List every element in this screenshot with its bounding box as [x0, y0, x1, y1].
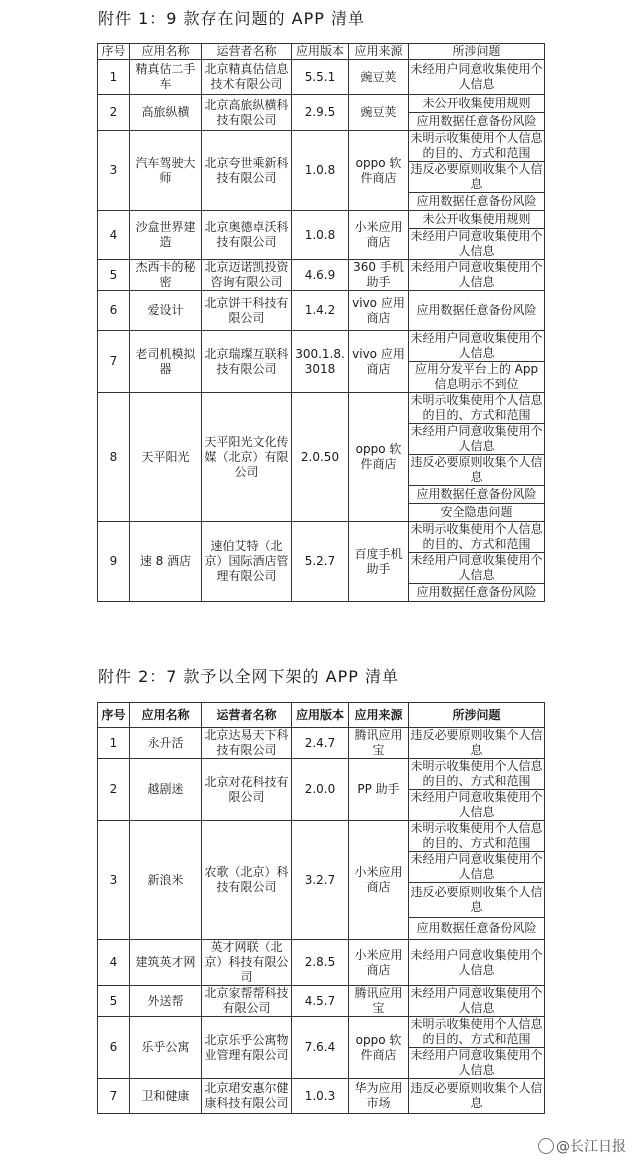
cell-version: 1.0.3 — [292, 1079, 349, 1114]
cell-app-name: 老司机模拟器 — [130, 331, 202, 393]
cell-issue: 违反必要原则收集个人信息 — [410, 455, 543, 484]
cell-no: 5 — [98, 986, 130, 1017]
cell-no: 1 — [98, 60, 130, 95]
cell-no: 3 — [98, 131, 130, 211]
cell-no: 6 — [98, 291, 130, 331]
cell-operator: 北京瑞璨互联科技有限公司 — [202, 331, 292, 393]
cell-version: 2.9.5 — [292, 95, 349, 131]
cell-operator: 天平阳光文化传媒（北京）有限公司 — [202, 393, 292, 522]
cell-app-name: 汽车驾驶大师 — [130, 131, 202, 211]
cell-operator: 北京饼干科技有限公司 — [202, 291, 292, 331]
cell-source: 360 手机助手 — [349, 260, 409, 291]
header-no: 序号 — [98, 44, 130, 60]
cell-app-name: 新浪米 — [130, 821, 202, 940]
cell-app-name: 杰西卡的秘密 — [130, 260, 202, 291]
cell-operator: 北京高旅纵横科技有限公司 — [202, 95, 292, 131]
cell-app-name: 爱设计 — [130, 291, 202, 331]
cell-app-name: 永升活 — [130, 728, 202, 759]
cell-issue: 安全隐患问题 — [409, 504, 545, 522]
cell-source: oppo 软件商店 — [349, 393, 409, 522]
cell-version: 2.8.5 — [292, 940, 349, 986]
table-row — [98, 1017, 545, 1048]
header-app-name: 应用名称 — [130, 703, 202, 728]
cell-app-name: 精真估二手车 — [130, 60, 202, 95]
cell-issue: 违反必要原则收集个人信息 — [409, 883, 545, 918]
header-no: 序号 — [98, 703, 130, 728]
table-row — [98, 95, 545, 113]
cell-issue: 未经用户同意收集使用个人信息 — [409, 60, 545, 95]
cell-app-name: 高旅纵横 — [130, 95, 202, 131]
table-row — [98, 331, 545, 362]
annex1-table — [97, 43, 545, 602]
table-row — [98, 1079, 545, 1114]
cell-issue: 未公开收集使用规则 — [409, 211, 545, 229]
cell-no: 4 — [98, 211, 130, 260]
cell-no: 8 — [98, 393, 130, 522]
cell-source: 百度手机助手 — [349, 522, 409, 602]
cell-no: 2 — [98, 759, 130, 821]
cell-operator: 北京达易天下科技有限公司 — [202, 728, 292, 759]
cell-source: 腾讯应用宝 — [349, 986, 409, 1017]
cell-issue: 未明示收集使用个人信息的目的、方式和范围 — [410, 393, 543, 422]
cell-issue: 未明示收集使用个人信息的目的、方式和范围 — [410, 131, 543, 160]
cell-operator: 北京奥德卓沃科技有限公司 — [202, 211, 292, 260]
watermark-text: @长江日报 — [556, 1139, 626, 1155]
cell-operator: 北京对花科技有限公司 — [202, 759, 292, 821]
cell-source: oppo 软件商店 — [349, 131, 409, 211]
table-row — [98, 260, 545, 291]
header-source: 应用来源 — [349, 44, 409, 60]
cell-issue: 未明示收集使用个人信息的目的、方式和范围 — [410, 1017, 543, 1046]
cell-operator: 速伯艾特（北京）国际酒店管理有限公司 — [202, 522, 292, 602]
cell-app-name: 沙盒世界建造 — [130, 211, 202, 260]
table-row — [98, 522, 545, 553]
cell-version: 2.0.50 — [292, 393, 349, 522]
cell-version: 300.1.8.3018 — [292, 331, 349, 393]
cell-issue: 未经用户同意收集使用个人信息 — [410, 986, 543, 1015]
cell-version: 1.4.2 — [292, 291, 349, 331]
cell-version: 5.2.7 — [292, 522, 349, 602]
cell-issue: 未明示收集使用个人信息的目的、方式和范围 — [410, 759, 543, 788]
cell-operator: 北京珺安惠尔健康科技有限公司 — [202, 1079, 292, 1114]
header-operator: 运营者名称 — [202, 703, 292, 728]
header-operator: 运营者名称 — [202, 44, 292, 60]
cell-no: 9 — [98, 522, 130, 602]
table-row — [98, 211, 545, 229]
cell-app-name: 乐乎公寓 — [130, 1017, 202, 1079]
header-app-name: 应用名称 — [130, 44, 202, 60]
cell-issue: 未经用户同意收集使用个人信息 — [410, 424, 543, 453]
cell-issue: 未经用户同意收集使用个人信息 — [410, 790, 543, 819]
cell-version: 3.2.7 — [292, 821, 349, 940]
cell-app-name: 建筑英才网 — [130, 940, 202, 986]
table-row — [98, 393, 545, 424]
cell-issue: 违反必要原则收集个人信息 — [410, 162, 543, 191]
annex2-title: 附件 2：7 款予以全网下架的 APP 清单 — [98, 667, 399, 686]
cell-issue: 未经用户同意收集使用个人信息 — [410, 553, 543, 582]
cell-version: 1.0.8 — [292, 131, 349, 211]
cell-issue: 违反必要原则收集个人信息 — [409, 1079, 545, 1114]
header-issues: 所涉问题 — [409, 44, 545, 60]
header-version: 应用版本 — [292, 703, 349, 728]
cell-issue: 应用数据任意备份风险 — [409, 193, 545, 211]
cell-operator: 英才网联（北京）科技有限公司 — [202, 940, 292, 986]
cell-version: 7.6.4 — [292, 1017, 349, 1079]
cell-source: oppo 软件商店 — [349, 1017, 409, 1079]
cell-source: vivo 应用商店 — [349, 291, 409, 331]
weibo-logo-icon — [538, 1138, 554, 1154]
cell-issue: 未明示收集使用个人信息的目的、方式和范围 — [410, 821, 543, 850]
annex2-table — [97, 702, 545, 1114]
cell-app-name: 外送帮 — [130, 986, 202, 1017]
cell-no: 7 — [98, 331, 130, 393]
cell-issue: 应用数据任意备份风险 — [409, 486, 545, 504]
cell-no: 1 — [98, 728, 130, 759]
cell-version: 5.5.1 — [292, 60, 349, 95]
cell-source: vivo 应用商店 — [349, 331, 409, 393]
cell-no: 3 — [98, 821, 130, 940]
table-row — [98, 131, 545, 162]
cell-source: 腾讯应用宝 — [349, 728, 409, 759]
cell-issue: 未经用户同意收集使用个人信息 — [410, 229, 543, 258]
table-row — [98, 986, 545, 1017]
cell-issue: 未公开收集使用规则 — [409, 95, 545, 113]
cell-app-name: 速 8 酒店 — [130, 522, 202, 602]
cell-issue: 违反必要原则收集个人信息 — [410, 728, 543, 757]
cell-version: 2.0.0 — [292, 759, 349, 821]
table-row — [98, 728, 545, 759]
cell-issue: 应用数据任意备份风险 — [409, 113, 545, 131]
cell-source: 豌豆荚 — [349, 95, 409, 131]
header-issues: 所涉问题 — [409, 703, 545, 728]
cell-issue: 应用数据任意备份风险 — [409, 584, 545, 602]
cell-no: 2 — [98, 95, 130, 131]
cell-operator: 北京家帮帮科技有限公司 — [202, 986, 292, 1017]
cell-source: PP 助手 — [349, 759, 409, 821]
cell-version: 2.4.7 — [292, 728, 349, 759]
cell-source: 小米应用商店 — [349, 940, 409, 986]
cell-source: 豌豆荚 — [349, 60, 409, 95]
cell-issue: 应用数据任意备份风险 — [409, 918, 545, 940]
cell-no: 7 — [98, 1079, 130, 1114]
cell-issue: 应用分发平台上的 App 信息明示不到位 — [409, 362, 545, 393]
cell-issue: 应用数据任意备份风险 — [409, 291, 545, 331]
cell-issue: 未经用户同意收集使用个人信息 — [410, 331, 543, 360]
cell-source: 小米应用商店 — [349, 821, 409, 940]
table-row — [98, 291, 545, 331]
header-row — [98, 44, 545, 60]
cell-app-name: 天平阳光 — [130, 393, 202, 522]
cell-operator: 北京乐乎公寓物业管理有限公司 — [202, 1017, 292, 1079]
annex1-title: 附件 1：9 款存在问题的 APP 清单 — [98, 9, 365, 28]
cell-operator: 北京迈诺凯投资咨询有限公司 — [202, 260, 292, 291]
header-row — [98, 703, 545, 728]
table-row — [98, 821, 545, 852]
cell-operator: 农歌（北京）科技有限公司 — [202, 821, 292, 940]
source-watermark — [538, 1136, 626, 1156]
table-row — [98, 60, 545, 95]
cell-no: 4 — [98, 940, 130, 986]
cell-issue: 未明示收集使用个人信息的目的、方式和范围 — [410, 522, 543, 551]
cell-operator: 北京夸世乘新科技有限公司 — [202, 131, 292, 211]
cell-issue: 未经用户同意收集使用个人信息 — [410, 260, 543, 289]
cell-version: 4.6.9 — [292, 260, 349, 291]
header-source: 应用来源 — [349, 703, 409, 728]
cell-issue: 未经用户同意收集使用个人信息 — [410, 852, 543, 881]
table-row — [98, 940, 545, 986]
cell-no: 5 — [98, 260, 130, 291]
cell-no: 6 — [98, 1017, 130, 1079]
cell-app-name: 卫和健康 — [130, 1079, 202, 1114]
cell-app-name: 越剧迷 — [130, 759, 202, 821]
cell-version: 1.0.8 — [292, 211, 349, 260]
cell-source: 华为应用市场 — [349, 1079, 409, 1114]
cell-source: 小米应用商店 — [349, 211, 409, 260]
cell-version: 4.5.7 — [292, 986, 349, 1017]
cell-issue: 未经用户同意收集使用个人信息 — [410, 1048, 543, 1077]
cell-issue: 未经用户同意收集使用个人信息 — [409, 940, 545, 986]
header-version: 应用版本 — [292, 44, 349, 60]
table-row — [98, 759, 545, 790]
cell-operator: 北京精真估信息技术有限公司 — [202, 60, 292, 95]
